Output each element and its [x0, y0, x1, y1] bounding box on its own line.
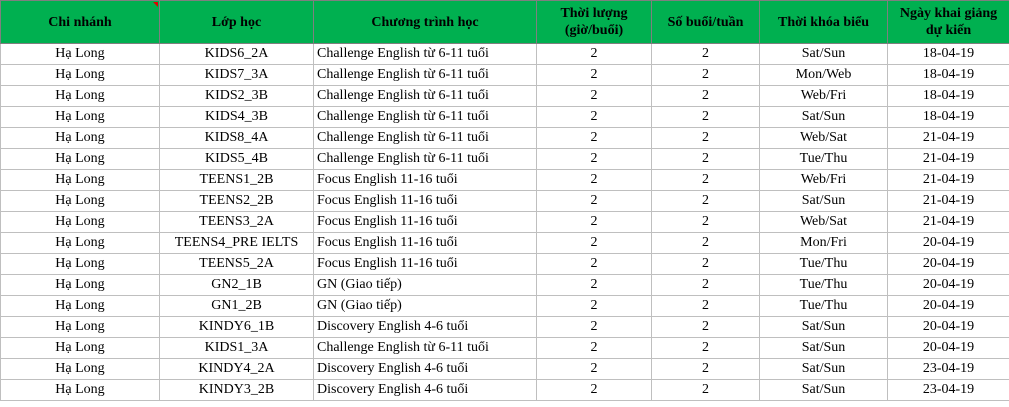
cell-branch[interactable]: Hạ Long [1, 338, 160, 359]
cell-schedule[interactable]: Mon/Web [760, 65, 888, 86]
cell-start-date[interactable]: 21-04-19 [888, 128, 1009, 149]
cell-schedule[interactable]: Web/Fri [760, 86, 888, 107]
header-start-date[interactable] [888, 1, 1009, 44]
cell-start-date[interactable]: 21-04-19 [888, 149, 1009, 170]
cell-branch[interactable]: Hạ Long [1, 65, 160, 86]
cell-duration[interactable]: 2 [537, 107, 652, 128]
table-row [1, 107, 1009, 128]
cell-class[interactable]: KIDS6_2A [160, 44, 314, 65]
cell-schedule[interactable]: Tue/Thu [760, 254, 888, 275]
cell-schedule[interactable]: Sat/Sun [760, 338, 888, 359]
cell-branch[interactable]: Hạ Long [1, 317, 160, 338]
cell-start-date[interactable]: 18-04-19 [888, 65, 1009, 86]
cell-program[interactable]: Challenge English từ 6-11 tuổi [314, 128, 537, 149]
cell-sessions[interactable]: 2 [652, 170, 760, 191]
cell-start-date[interactable]: 20-04-19 [888, 275, 1009, 296]
cell-duration[interactable]: 2 [537, 191, 652, 212]
cell-duration[interactable]: 2 [537, 359, 652, 380]
cell-program[interactable]: Challenge English từ 6-11 tuổi [314, 338, 537, 359]
cell-sessions[interactable]: 2 [652, 65, 760, 86]
cell-branch[interactable]: Hạ Long [1, 170, 160, 191]
cell-program[interactable]: Challenge English từ 6-11 tuổi [314, 149, 537, 170]
cell-schedule[interactable]: Web/Sat [760, 212, 888, 233]
cell-program[interactable]: Focus English 11-16 tuổi [314, 212, 537, 233]
cell-branch[interactable]: Hạ Long [1, 233, 160, 254]
cell-branch[interactable]: Hạ Long [1, 212, 160, 233]
cell-program[interactable]: GN (Giao tiếp) [314, 275, 537, 296]
cell-program[interactable]: Challenge English từ 6-11 tuổi [314, 44, 537, 65]
cell-schedule[interactable]: Sat/Sun [760, 107, 888, 128]
header-label-line2: dự kiến [925, 23, 972, 38]
cell-schedule[interactable]: Web/Sat [760, 128, 888, 149]
header-label: Thời khóa biểu [777, 14, 869, 30]
cell-start-date[interactable]: 20-04-19 [888, 338, 1009, 359]
cell-start-date[interactable]: 18-04-19 [888, 44, 1009, 65]
cell-program[interactable]: Discovery English 4-6 tuổi [314, 359, 537, 380]
table-row [1, 44, 1009, 65]
cell-branch[interactable]: Hạ Long [1, 128, 160, 149]
cell-sessions[interactable]: 2 [652, 233, 760, 254]
cell-sessions[interactable]: 2 [652, 275, 760, 296]
cell-branch[interactable]: Hạ Long [1, 191, 160, 212]
cell-program[interactable]: Discovery English 4-6 tuổi [314, 380, 537, 401]
cell-duration[interactable]: 2 [537, 233, 652, 254]
cell-duration[interactable]: 2 [537, 212, 652, 233]
cell-start-date[interactable]: 21-04-19 [888, 212, 1009, 233]
header-label: Thời lượng [560, 6, 628, 21]
cell-start-date[interactable]: 20-04-19 [888, 296, 1009, 317]
header-label: Ngày khai giảng [899, 6, 998, 21]
table-row [1, 149, 1009, 170]
table-row [1, 86, 1009, 107]
cell-duration[interactable]: 2 [537, 338, 652, 359]
cell-sessions[interactable]: 2 [652, 359, 760, 380]
table-row [1, 380, 1009, 401]
cell-class[interactable]: GN1_2B [160, 296, 314, 317]
cell-duration[interactable]: 2 [537, 149, 652, 170]
header-duration[interactable] [537, 1, 652, 44]
cell-branch[interactable]: Hạ Long [1, 86, 160, 107]
cell-class[interactable]: KIDS5_4B [160, 149, 314, 170]
cell-program[interactable]: Challenge English từ 6-11 tuổi [314, 107, 537, 128]
cell-class[interactable]: KIDS7_3A [160, 65, 314, 86]
cell-class[interactable]: KIDS4_3B [160, 107, 314, 128]
cell-start-date[interactable]: 20-04-19 [888, 233, 1009, 254]
table-row [1, 212, 1009, 233]
cell-branch[interactable]: Hạ Long [1, 275, 160, 296]
cell-sessions[interactable]: 2 [652, 212, 760, 233]
cell-class[interactable]: KINDY4_2A [160, 359, 314, 380]
cell-branch[interactable]: Hạ Long [1, 380, 160, 401]
cell-sessions[interactable]: 2 [652, 338, 760, 359]
cell-start-date[interactable]: 18-04-19 [888, 107, 1009, 128]
cell-class[interactable]: GN2_1B [160, 275, 314, 296]
cell-sessions[interactable]: 2 [652, 149, 760, 170]
cell-program[interactable]: Focus English 11-16 tuổi [314, 191, 537, 212]
cell-sessions[interactable]: 2 [652, 44, 760, 65]
cell-class[interactable]: KIDS1_3A [160, 338, 314, 359]
cell-sessions[interactable]: 2 [652, 254, 760, 275]
header-label: Chương trình học [371, 14, 479, 30]
cell-start-date[interactable]: 20-04-19 [888, 254, 1009, 275]
table-row [1, 254, 1009, 275]
table-row [1, 275, 1009, 296]
header-program[interactable] [314, 1, 537, 44]
table-row [1, 233, 1009, 254]
cell-duration[interactable]: 2 [537, 128, 652, 149]
cell-sessions[interactable]: 2 [652, 380, 760, 401]
cell-program[interactable]: Discovery English 4-6 tuổi [314, 317, 537, 338]
cell-class[interactable]: TEENS5_2A [160, 254, 314, 275]
cell-schedule[interactable]: Sat/Sun [760, 44, 888, 65]
cell-program[interactable]: Challenge English từ 6-11 tuổi [314, 86, 537, 107]
cell-start-date[interactable]: 21-04-19 [888, 191, 1009, 212]
cell-program[interactable]: Focus English 11-16 tuổi [314, 233, 537, 254]
header-label: Chi nhánh [48, 14, 112, 30]
cell-class[interactable]: TEENS2_2B [160, 191, 314, 212]
cell-program[interactable]: Focus English 11-16 tuổi [314, 170, 537, 191]
cell-schedule[interactable]: Tue/Thu [760, 296, 888, 317]
cell-start-date[interactable]: 21-04-19 [888, 170, 1009, 191]
cell-sessions[interactable]: 2 [652, 107, 760, 128]
cell-schedule[interactable]: Web/Fri [760, 170, 888, 191]
cell-start-date[interactable]: 20-04-19 [888, 317, 1009, 338]
cell-start-date[interactable]: 18-04-19 [888, 86, 1009, 107]
cell-sessions[interactable]: 2 [652, 317, 760, 338]
header-label: Lớp học [211, 14, 262, 30]
cell-duration[interactable]: 2 [537, 254, 652, 275]
cell-schedule[interactable]: Mon/Fri [760, 233, 888, 254]
cell-class[interactable]: KIDS8_4A [160, 128, 314, 149]
header-schedule[interactable] [760, 1, 888, 44]
cell-start-date[interactable]: 23-04-19 [888, 380, 1009, 401]
table-row [1, 338, 1009, 359]
cell-duration[interactable]: 2 [537, 296, 652, 317]
table-row [1, 359, 1009, 380]
cell-branch[interactable]: Hạ Long [1, 149, 160, 170]
cell-schedule[interactable]: Tue/Thu [760, 275, 888, 296]
table-body [1, 44, 1009, 401]
cell-class[interactable]: KIDS2_3B [160, 86, 314, 107]
cell-duration[interactable]: 2 [537, 86, 652, 107]
table-row [1, 170, 1009, 191]
cell-program[interactable]: Challenge English từ 6-11 tuổi [314, 65, 537, 86]
cell-class[interactable]: TEENS3_2A [160, 212, 314, 233]
cell-start-date[interactable]: 23-04-19 [888, 359, 1009, 380]
header-label: Số buổi/tuần [667, 14, 744, 30]
cell-sessions[interactable]: 2 [652, 128, 760, 149]
cell-branch[interactable]: Hạ Long [1, 359, 160, 380]
header-label-line2: (giờ/buổi) [564, 23, 624, 38]
header-branch[interactable] [1, 1, 160, 44]
cell-branch[interactable]: Hạ Long [1, 296, 160, 317]
cell-duration[interactable]: 2 [537, 317, 652, 338]
table-row [1, 65, 1009, 86]
cell-duration[interactable]: 2 [537, 65, 652, 86]
cell-duration[interactable]: 2 [537, 380, 652, 401]
cell-branch[interactable]: Hạ Long [1, 44, 160, 65]
table-row [1, 317, 1009, 338]
cell-sessions[interactable]: 2 [652, 86, 760, 107]
cell-program[interactable]: GN (Giao tiếp) [314, 296, 537, 317]
cell-schedule[interactable]: Sat/Sun [760, 191, 888, 212]
table-row [1, 191, 1009, 212]
cell-schedule[interactable]: Sat/Sun [760, 317, 888, 338]
cell-schedule[interactable]: Sat/Sun [760, 359, 888, 380]
header-row [1, 1, 1009, 44]
comment-indicator-icon [153, 2, 158, 7]
cell-sessions[interactable]: 2 [652, 191, 760, 212]
table-row [1, 128, 1009, 149]
cell-duration[interactable]: 2 [537, 170, 652, 191]
cell-class[interactable]: KINDY6_1B [160, 317, 314, 338]
header-sessions[interactable] [652, 1, 760, 44]
header-class[interactable] [160, 1, 314, 44]
cell-schedule[interactable]: Tue/Thu [760, 149, 888, 170]
table-row [1, 296, 1009, 317]
cell-program[interactable]: Focus English 11-16 tuổi [314, 254, 537, 275]
cell-class[interactable]: KINDY3_2B [160, 380, 314, 401]
cell-class[interactable]: TEENS4_PRE IELTS [160, 233, 314, 254]
cell-duration[interactable]: 2 [537, 44, 652, 65]
cell-branch[interactable]: Hạ Long [1, 254, 160, 275]
cell-duration[interactable]: 2 [537, 275, 652, 296]
cell-class[interactable]: TEENS1_2B [160, 170, 314, 191]
cell-sessions[interactable]: 2 [652, 296, 760, 317]
cell-schedule[interactable]: Sat/Sun [760, 380, 888, 401]
cell-branch[interactable]: Hạ Long [1, 107, 160, 128]
